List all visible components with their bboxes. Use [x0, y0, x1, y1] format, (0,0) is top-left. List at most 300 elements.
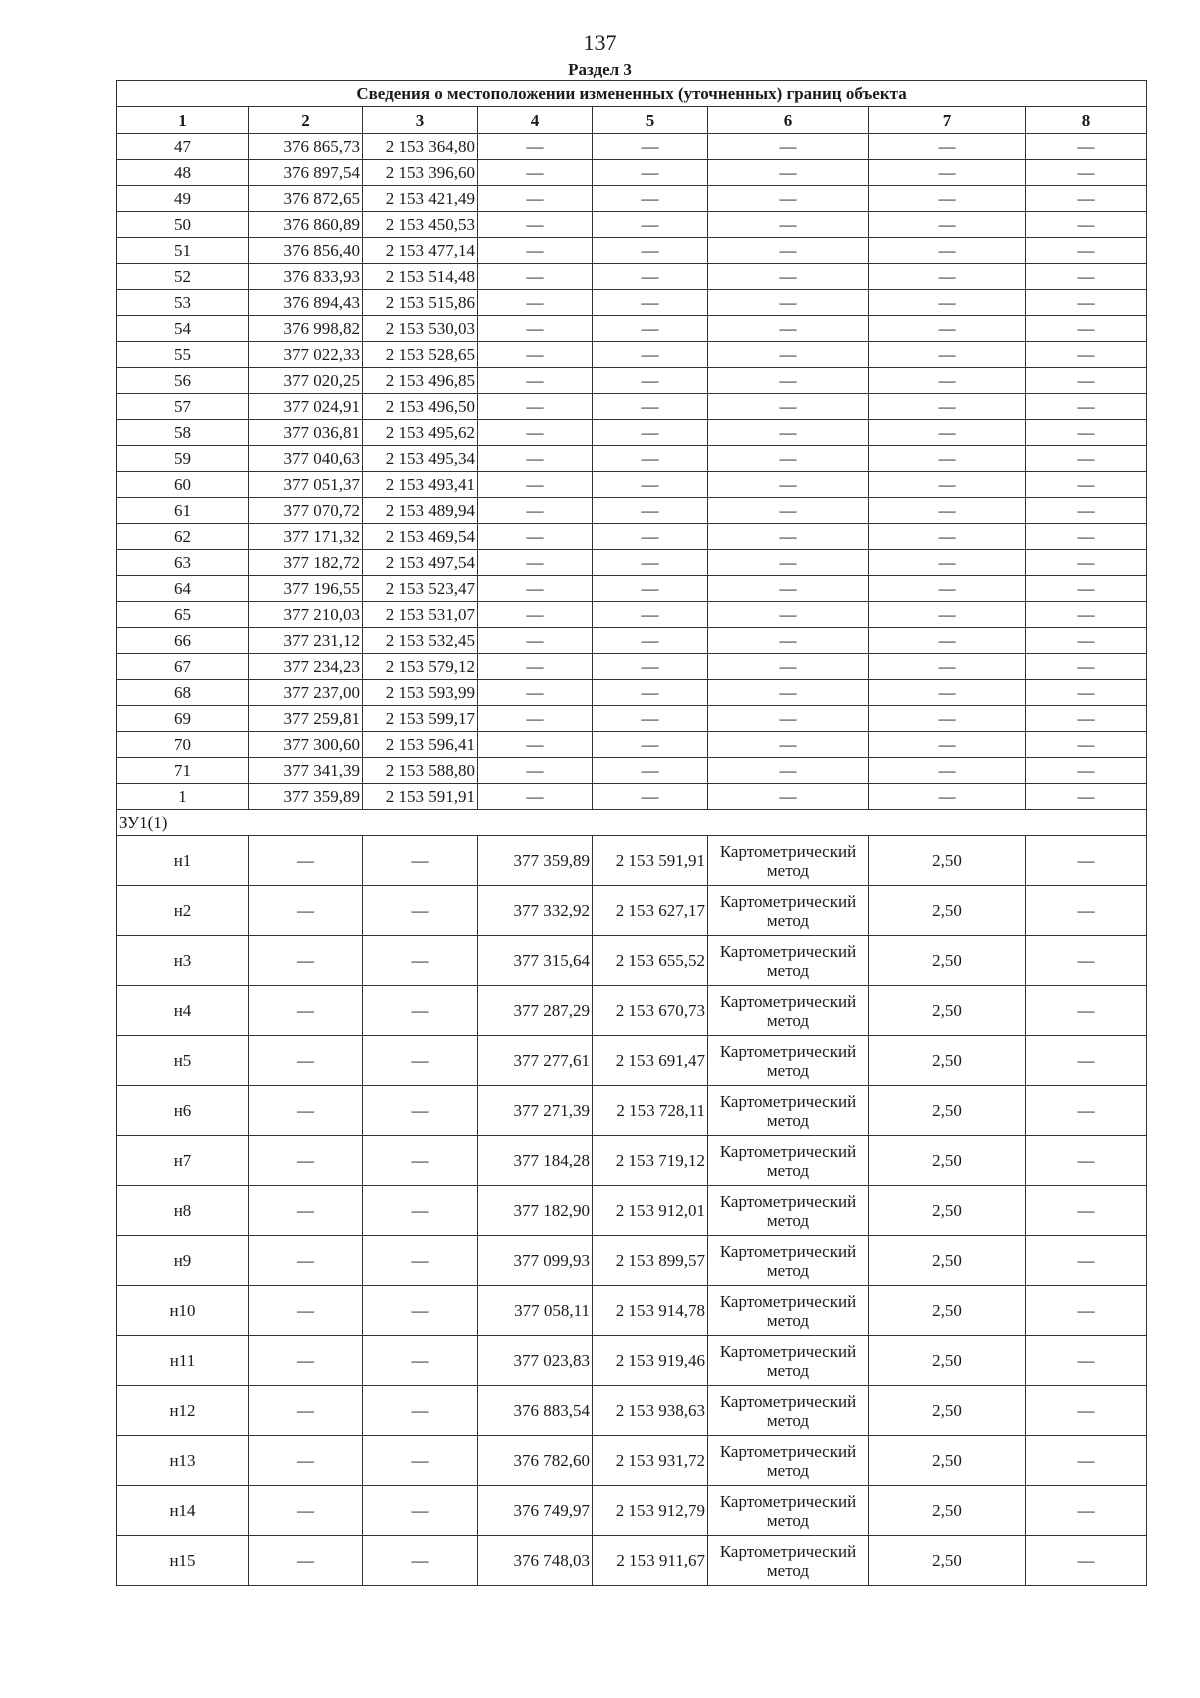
- table-cell: 376 748,03: [478, 1536, 593, 1586]
- table-row: [117, 446, 1147, 472]
- table-cell: —: [708, 654, 869, 680]
- table-cell: —: [869, 706, 1026, 732]
- table-cell: —: [708, 784, 869, 810]
- table-cell: —: [1026, 886, 1147, 936]
- table-cell: 2 153 670,73: [593, 986, 708, 1036]
- table-cell: —: [708, 368, 869, 394]
- table-cell: 64: [117, 576, 249, 602]
- section-title: Раздел 3: [568, 60, 632, 79]
- table-cell: —: [478, 654, 593, 680]
- table-cell: 377 210,03: [249, 602, 363, 628]
- table-row: [117, 986, 1147, 1036]
- table-cell: —: [363, 1336, 478, 1386]
- table-cell: —: [1026, 654, 1147, 680]
- table-cell: 2,50: [869, 1036, 1026, 1086]
- table-cell: —: [478, 186, 593, 212]
- table-cell: —: [593, 342, 708, 368]
- table-cell: н14: [117, 1486, 249, 1536]
- column-header: 2: [249, 107, 363, 134]
- table-cell: —: [478, 316, 593, 342]
- table-cell: —: [478, 446, 593, 472]
- table-cell: н8: [117, 1186, 249, 1236]
- table-cell: 376 860,89: [249, 212, 363, 238]
- table-cell: —: [1026, 1336, 1147, 1386]
- table-cell: —: [1026, 732, 1147, 758]
- table-cell: —: [708, 394, 869, 420]
- table-cell: 376 998,82: [249, 316, 363, 342]
- table-cell: —: [869, 394, 1026, 420]
- table-cell: 377 196,55: [249, 576, 363, 602]
- table-cell: —: [708, 290, 869, 316]
- table-row: [117, 420, 1147, 446]
- table-cell: 376 833,93: [249, 264, 363, 290]
- table-cell: —: [363, 1086, 478, 1136]
- table-cell: —: [249, 1286, 363, 1336]
- table-cell: 2,50: [869, 1386, 1026, 1436]
- table-row: [117, 212, 1147, 238]
- table-row: [117, 886, 1147, 936]
- column-header: 8: [1026, 107, 1147, 134]
- table-row: [117, 498, 1147, 524]
- method-cell: Картометрический метод: [708, 1486, 869, 1536]
- table-cell: —: [1026, 186, 1147, 212]
- table-cell: —: [478, 290, 593, 316]
- column-header: 3: [363, 107, 478, 134]
- table-cell: —: [1026, 1286, 1147, 1336]
- table-cell: —: [1026, 472, 1147, 498]
- table-cell: —: [869, 472, 1026, 498]
- table-row: [117, 1286, 1147, 1336]
- table-cell: 2 153 588,80: [363, 758, 478, 784]
- table-row: [117, 160, 1147, 186]
- table-cell: —: [363, 1236, 478, 1286]
- table-cell: 2,50: [869, 1086, 1026, 1136]
- table-cell: —: [478, 160, 593, 186]
- table-cell: —: [1026, 264, 1147, 290]
- table-cell: —: [478, 472, 593, 498]
- table-cell: —: [1026, 1136, 1147, 1186]
- table-cell: —: [478, 420, 593, 446]
- table-row: [117, 264, 1147, 290]
- table-row: [117, 576, 1147, 602]
- table-row: [117, 602, 1147, 628]
- table-cell: 62: [117, 524, 249, 550]
- parcel-label: ЗУ1(1): [117, 810, 1147, 836]
- table-cell: —: [869, 784, 1026, 810]
- table-cell: н15: [117, 1536, 249, 1586]
- table-cell: 2,50: [869, 1436, 1026, 1486]
- table-cell: —: [593, 446, 708, 472]
- table-row: [117, 1086, 1147, 1136]
- table-cell: 377 237,00: [249, 680, 363, 706]
- column-header: 1: [117, 107, 249, 134]
- table-cell: 2 153 719,12: [593, 1136, 708, 1186]
- table-title-row: [117, 81, 1147, 107]
- table-cell: —: [1026, 1186, 1147, 1236]
- table-cell: —: [249, 1136, 363, 1186]
- table-cell: —: [1026, 784, 1147, 810]
- table-cell: 2 153 899,57: [593, 1236, 708, 1286]
- table-cell: 69: [117, 706, 249, 732]
- table-cell: 2 153 728,11: [593, 1086, 708, 1136]
- table-cell: —: [593, 368, 708, 394]
- table-cell: —: [478, 368, 593, 394]
- table-cell: 2 153 531,07: [363, 602, 478, 628]
- table-cell: —: [708, 550, 869, 576]
- table-cell: 377 020,25: [249, 368, 363, 394]
- table-cell: 49: [117, 186, 249, 212]
- table-cell: 377 300,60: [249, 732, 363, 758]
- table-row: [117, 134, 1147, 160]
- table-cell: —: [1026, 238, 1147, 264]
- table-cell: —: [1026, 1436, 1147, 1486]
- table-cell: —: [478, 394, 593, 420]
- table-cell: 2 153 497,54: [363, 550, 478, 576]
- table-cell: 376 894,43: [249, 290, 363, 316]
- table-cell: 2 153 912,79: [593, 1486, 708, 1536]
- table-cell: —: [708, 134, 869, 160]
- table-cell: —: [869, 368, 1026, 394]
- table-cell: 377 332,92: [478, 886, 593, 936]
- table-cell: —: [1026, 316, 1147, 342]
- table-cell: 1: [117, 784, 249, 810]
- table-cell: н6: [117, 1086, 249, 1136]
- table-cell: 2 153 489,94: [363, 498, 478, 524]
- table-cell: 376 883,54: [478, 1386, 593, 1436]
- table-cell: —: [869, 758, 1026, 784]
- table-cell: 377 277,61: [478, 1036, 593, 1086]
- table-cell: —: [1026, 394, 1147, 420]
- table-cell: 2 153 515,86: [363, 290, 478, 316]
- subheader-row: [117, 810, 1147, 836]
- method-cell: Картометрический метод: [708, 1236, 869, 1286]
- table-row: [117, 290, 1147, 316]
- table-cell: —: [1026, 550, 1147, 576]
- table-cell: 54: [117, 316, 249, 342]
- table-cell: —: [1026, 1486, 1147, 1536]
- method-cell: Картометрический метод: [708, 986, 869, 1036]
- table-cell: 2,50: [869, 936, 1026, 986]
- table-row: [117, 524, 1147, 550]
- table-cell: —: [478, 212, 593, 238]
- table-cell: —: [593, 316, 708, 342]
- table-cell: 2 153 912,01: [593, 1186, 708, 1236]
- table-cell: —: [593, 160, 708, 186]
- table-row: [117, 680, 1147, 706]
- table-cell: 377 231,12: [249, 628, 363, 654]
- column-header: 4: [478, 107, 593, 134]
- table-cell: —: [1026, 628, 1147, 654]
- table-cell: —: [869, 290, 1026, 316]
- table-cell: 70: [117, 732, 249, 758]
- table-cell: 2 153 530,03: [363, 316, 478, 342]
- table-cell: —: [869, 628, 1026, 654]
- table-cell: —: [363, 936, 478, 986]
- table-row: [117, 628, 1147, 654]
- table-cell: —: [869, 550, 1026, 576]
- table-cell: —: [363, 1286, 478, 1336]
- table-cell: 2 153 477,14: [363, 238, 478, 264]
- table-cell: 377 070,72: [249, 498, 363, 524]
- table-cell: —: [478, 238, 593, 264]
- column-header-row: [117, 107, 1147, 134]
- table-cell: 2 153 495,62: [363, 420, 478, 446]
- table-row: [117, 936, 1147, 986]
- table-cell: —: [869, 654, 1026, 680]
- table-cell: 2,50: [869, 1286, 1026, 1336]
- table-cell: 2 153 523,47: [363, 576, 478, 602]
- table-cell: —: [363, 836, 478, 886]
- table-cell: н7: [117, 1136, 249, 1186]
- table-cell: 63: [117, 550, 249, 576]
- table-cell: —: [869, 212, 1026, 238]
- table-row: [117, 758, 1147, 784]
- table-cell: —: [1026, 1036, 1147, 1086]
- table-cell: 51: [117, 238, 249, 264]
- table-row: [117, 1236, 1147, 1286]
- method-cell: Картометрический метод: [708, 1286, 869, 1336]
- method-cell: Картометрический метод: [708, 1536, 869, 1586]
- table-cell: —: [708, 758, 869, 784]
- table-cell: —: [478, 758, 593, 784]
- table-row: [117, 342, 1147, 368]
- table-cell: —: [869, 342, 1026, 368]
- table-cell: —: [249, 1436, 363, 1486]
- table-cell: 377 040,63: [249, 446, 363, 472]
- table-cell: —: [708, 238, 869, 264]
- table-cell: —: [869, 498, 1026, 524]
- table-cell: —: [1026, 134, 1147, 160]
- table-cell: 52: [117, 264, 249, 290]
- table-cell: 2 153 532,45: [363, 628, 478, 654]
- table-cell: —: [363, 1486, 478, 1536]
- table-cell: —: [249, 1086, 363, 1136]
- table-cell: 377 182,72: [249, 550, 363, 576]
- table-cell: —: [1026, 368, 1147, 394]
- table-cell: —: [708, 576, 869, 602]
- table-cell: —: [708, 420, 869, 446]
- table-row: [117, 836, 1147, 886]
- table-cell: —: [478, 576, 593, 602]
- table-row: [117, 654, 1147, 680]
- table-cell: —: [249, 1386, 363, 1436]
- table-cell: 2 153 514,48: [363, 264, 478, 290]
- table-cell: —: [363, 986, 478, 1036]
- table-cell: —: [869, 576, 1026, 602]
- table-cell: 2 153 911,67: [593, 1536, 708, 1586]
- table-row: [117, 550, 1147, 576]
- table-cell: 377 024,91: [249, 394, 363, 420]
- table-cell: 2 153 691,47: [593, 1036, 708, 1086]
- table-cell: —: [1026, 758, 1147, 784]
- table-cell: —: [249, 1236, 363, 1286]
- table-cell: —: [249, 1186, 363, 1236]
- table-cell: 59: [117, 446, 249, 472]
- table-cell: —: [478, 264, 593, 290]
- table-cell: —: [1026, 1086, 1147, 1136]
- method-cell: Картометрический метод: [708, 836, 869, 886]
- table-cell: —: [249, 836, 363, 886]
- table-cell: 377 234,23: [249, 654, 363, 680]
- table-cell: —: [1026, 446, 1147, 472]
- table-cell: —: [593, 654, 708, 680]
- table-cell: н12: [117, 1386, 249, 1436]
- table-cell: 2 153 596,41: [363, 732, 478, 758]
- table-cell: —: [869, 264, 1026, 290]
- method-cell: Картометрический метод: [708, 1086, 869, 1136]
- table-cell: 71: [117, 758, 249, 784]
- table-cell: —: [708, 732, 869, 758]
- table-cell: 2 153 528,65: [363, 342, 478, 368]
- method-cell: Картометрический метод: [708, 1436, 869, 1486]
- table-cell: —: [708, 342, 869, 368]
- table-cell: 2 153 495,34: [363, 446, 478, 472]
- table-cell: 2 153 493,41: [363, 472, 478, 498]
- table-cell: —: [708, 498, 869, 524]
- table-cell: 2 153 364,80: [363, 134, 478, 160]
- table-cell: 2,50: [869, 1136, 1026, 1186]
- method-cell: Картометрический метод: [708, 1136, 869, 1186]
- table-cell: —: [363, 1536, 478, 1586]
- table-cell: —: [1026, 212, 1147, 238]
- table-cell: 377 315,64: [478, 936, 593, 986]
- table-cell: 377 271,39: [478, 1086, 593, 1136]
- table-cell: —: [869, 602, 1026, 628]
- table-cell: —: [478, 550, 593, 576]
- table-cell: —: [1026, 524, 1147, 550]
- table-cell: —: [869, 316, 1026, 342]
- table-row: [117, 472, 1147, 498]
- method-cell: Картометрический метод: [708, 1386, 869, 1436]
- table-cell: 377 099,93: [478, 1236, 593, 1286]
- table-cell: —: [593, 784, 708, 810]
- table-cell: —: [593, 550, 708, 576]
- table-cell: 2 153 591,91: [363, 784, 478, 810]
- table-cell: —: [249, 1536, 363, 1586]
- table-cell: 377 171,32: [249, 524, 363, 550]
- method-cell: Картометрический метод: [708, 1036, 869, 1086]
- table-cell: —: [593, 628, 708, 654]
- table-cell: —: [708, 706, 869, 732]
- table-cell: —: [869, 732, 1026, 758]
- table-cell: 2,50: [869, 1336, 1026, 1386]
- table-cell: 2,50: [869, 886, 1026, 936]
- table-row: [117, 238, 1147, 264]
- table-cell: —: [249, 1036, 363, 1086]
- table-cell: —: [869, 524, 1026, 550]
- table-cell: —: [593, 472, 708, 498]
- table-cell: —: [869, 160, 1026, 186]
- table-title: Сведения о местоположении измененных (уточненных) границ объекта: [117, 81, 1147, 107]
- table-cell: 2 153 593,99: [363, 680, 478, 706]
- table-cell: —: [1026, 1386, 1147, 1436]
- table-cell: —: [1026, 680, 1147, 706]
- table-cell: 376 856,40: [249, 238, 363, 264]
- table-cell: 2 153 421,49: [363, 186, 478, 212]
- table-cell: —: [478, 628, 593, 654]
- table-cell: 377 359,89: [249, 784, 363, 810]
- table-cell: —: [593, 394, 708, 420]
- table-cell: н3: [117, 936, 249, 986]
- table-cell: —: [478, 706, 593, 732]
- table-cell: 2 153 396,60: [363, 160, 478, 186]
- table-cell: 2 153 469,54: [363, 524, 478, 550]
- table-cell: —: [708, 680, 869, 706]
- table-cell: —: [593, 498, 708, 524]
- table-cell: 376 865,73: [249, 134, 363, 160]
- table-cell: 50: [117, 212, 249, 238]
- method-cell: Картометрический метод: [708, 886, 869, 936]
- coordinates-table: [116, 80, 1147, 1586]
- table-row: [117, 784, 1147, 810]
- table-cell: 377 051,37: [249, 472, 363, 498]
- table-cell: 376 872,65: [249, 186, 363, 212]
- table-cell: —: [593, 524, 708, 550]
- table-cell: 2 153 579,12: [363, 654, 478, 680]
- table-cell: 377 023,83: [478, 1336, 593, 1386]
- table-cell: 68: [117, 680, 249, 706]
- table-cell: 2,50: [869, 1536, 1026, 1586]
- table-cell: 2 153 496,50: [363, 394, 478, 420]
- table-cell: 67: [117, 654, 249, 680]
- table-cell: 60: [117, 472, 249, 498]
- table-cell: —: [1026, 602, 1147, 628]
- table-cell: —: [478, 524, 593, 550]
- table-cell: н5: [117, 1036, 249, 1086]
- method-cell: Картометрический метод: [708, 1186, 869, 1236]
- table-cell: 2,50: [869, 1186, 1026, 1236]
- table-cell: —: [869, 134, 1026, 160]
- table-cell: —: [363, 1036, 478, 1086]
- table-cell: —: [478, 498, 593, 524]
- table-cell: —: [1026, 706, 1147, 732]
- table-row: [117, 1036, 1147, 1086]
- column-header: 6: [708, 107, 869, 134]
- table-cell: 47: [117, 134, 249, 160]
- column-header: 7: [869, 107, 1026, 134]
- method-cell: Картометрический метод: [708, 1336, 869, 1386]
- table-row: [117, 1436, 1147, 1486]
- table-cell: —: [593, 186, 708, 212]
- table-cell: 58: [117, 420, 249, 446]
- table-cell: —: [593, 238, 708, 264]
- table-cell: —: [869, 680, 1026, 706]
- table-cell: 377 036,81: [249, 420, 363, 446]
- table-cell: —: [593, 264, 708, 290]
- table-cell: 2 153 655,52: [593, 936, 708, 986]
- table-cell: 2 153 931,72: [593, 1436, 708, 1486]
- table-cell: —: [593, 290, 708, 316]
- table-cell: —: [869, 238, 1026, 264]
- table-cell: 377 184,28: [478, 1136, 593, 1186]
- table-cell: —: [249, 886, 363, 936]
- table-row: [117, 706, 1147, 732]
- table-cell: н10: [117, 1286, 249, 1336]
- table-cell: н11: [117, 1336, 249, 1386]
- table-cell: —: [478, 602, 593, 628]
- table-cell: н4: [117, 986, 249, 1036]
- table-cell: —: [593, 212, 708, 238]
- table-cell: —: [593, 706, 708, 732]
- table-cell: —: [869, 446, 1026, 472]
- table-row: [117, 1386, 1147, 1436]
- table-cell: —: [1026, 342, 1147, 368]
- table-cell: 376 782,60: [478, 1436, 593, 1486]
- table-row: [117, 316, 1147, 342]
- table-cell: —: [249, 1336, 363, 1386]
- table-cell: —: [708, 264, 869, 290]
- table-cell: 56: [117, 368, 249, 394]
